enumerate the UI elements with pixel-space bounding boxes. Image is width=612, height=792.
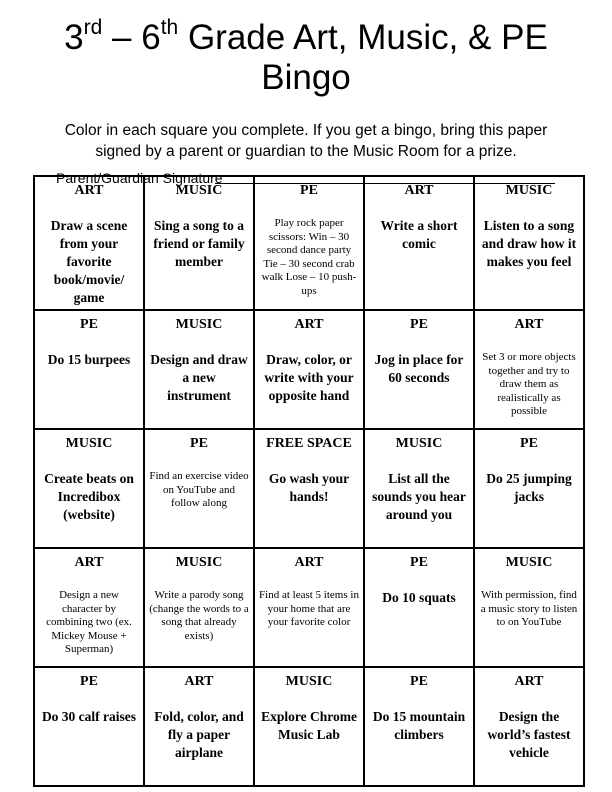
square-category: MUSIC <box>175 183 223 198</box>
title-sup: th <box>160 16 179 39</box>
bingo-square[interactable] <box>474 176 584 310</box>
square-task: Draw a scene from your favorite book/movie/ game <box>50 218 128 305</box>
title-text: – 6 <box>102 18 161 57</box>
square-task: List all the sounds you hear around you <box>372 471 466 522</box>
bingo-square[interactable] <box>364 429 474 548</box>
square-task: Design the world’s fastest vehicle <box>487 709 571 760</box>
square-task: Play rock paper scissors: Win – 30 second dance party Tie – 30 second crab walk Lose – 10 push-ups <box>261 217 357 297</box>
title-text: 3 <box>64 18 84 57</box>
square-task: Explore Chrome Music Lab <box>261 709 357 742</box>
square-category: PE <box>520 436 538 451</box>
square-category: ART <box>74 555 104 570</box>
square-category: ART <box>404 183 434 198</box>
square-category: PE <box>190 436 208 451</box>
square-task: Design a new character by combining two (ex. Mickey Mouse + Superman) <box>46 589 132 655</box>
square-category: ART <box>74 183 104 198</box>
square-category: PE <box>410 674 428 689</box>
bingo-square[interactable] <box>254 548 364 667</box>
bingo-square[interactable] <box>144 548 254 667</box>
square-task: Go wash your hands! <box>268 471 350 504</box>
bingo-square[interactable] <box>144 667 254 786</box>
bingo-row <box>34 667 584 786</box>
bingo-square[interactable] <box>364 667 474 786</box>
square-category: PE <box>410 317 428 332</box>
square-category: ART <box>514 674 544 689</box>
square-task: Write a short comic <box>380 218 458 251</box>
square-category: PE <box>80 317 98 332</box>
square-task: Do 10 squats <box>382 590 456 605</box>
square-category: MUSIC <box>175 555 223 570</box>
square-task: Create beats on Incredibox (website) <box>44 471 134 522</box>
square-category: PE <box>300 183 318 198</box>
square-task: With permission, find a music story to listen to on YouTube <box>480 589 578 628</box>
bingo-square[interactable] <box>364 310 474 429</box>
square-category: FREE SPACE <box>266 436 352 451</box>
square-category: MUSIC <box>175 317 223 332</box>
bingo-square[interactable] <box>34 429 144 548</box>
square-task: Find at least 5 items in your home that are your favorite color <box>259 589 359 628</box>
bingo-row <box>34 310 584 429</box>
square-task: Design and draw a new instrument <box>150 352 248 403</box>
square-task: Do 30 calf raises <box>41 709 137 724</box>
bingo-square[interactable] <box>34 667 144 786</box>
square-task: Write a parody song (change the words to a song that already exists) <box>149 589 249 642</box>
square-category: ART <box>294 555 324 570</box>
bingo-square[interactable] <box>474 429 584 548</box>
square-category: ART <box>514 317 544 332</box>
bingo-square[interactable] <box>364 176 474 310</box>
square-task: Draw, color, or write with your opposite hand <box>264 352 354 403</box>
bingo-square[interactable] <box>254 176 364 310</box>
square-task: Sing a song to a friend or family member <box>153 218 245 269</box>
title-line2: Bingo <box>261 58 351 97</box>
bingo-square[interactable] <box>474 548 584 667</box>
square-task: Do 15 mountain climbers <box>372 709 466 742</box>
square-task: Jog in place for 60 seconds <box>374 352 464 385</box>
bingo-row <box>34 429 584 548</box>
bingo-square[interactable] <box>254 310 364 429</box>
square-task: Listen to a song and draw how it makes you feel <box>481 218 577 269</box>
square-task: Do 15 burpees <box>47 352 131 367</box>
instructions: Color in each square you complete. If you get a bingo, bring this paper signed by a parent or guardian to the Music Room for a prize. <box>64 122 548 160</box>
square-category: PE <box>80 674 98 689</box>
bingo-square[interactable] <box>254 667 364 786</box>
bingo-square[interactable] <box>34 548 144 667</box>
square-category: ART <box>294 317 324 332</box>
page-title <box>0 18 612 98</box>
square-task: Do 25 jumping jacks <box>486 471 572 504</box>
bingo-square[interactable] <box>364 548 474 667</box>
square-category: MUSIC <box>505 183 553 198</box>
bingo-square[interactable] <box>474 310 584 429</box>
bingo-square[interactable] <box>144 429 254 548</box>
bingo-square[interactable] <box>34 176 144 310</box>
square-task: Fold, color, and fly a paper airplane <box>154 709 244 760</box>
bingo-row <box>34 176 584 310</box>
square-category: MUSIC <box>505 555 553 570</box>
square-task: Set 3 or more objects together and try to draw them as realistically as possible <box>482 351 576 417</box>
square-category: PE <box>410 555 428 570</box>
bingo-square[interactable] <box>474 667 584 786</box>
title-text: Grade Art, Music, & PE <box>178 18 548 57</box>
bingo-square[interactable] <box>34 310 144 429</box>
bingo-grid <box>33 175 585 787</box>
bingo-square[interactable] <box>254 429 364 548</box>
square-category: MUSIC <box>395 436 443 451</box>
bingo-row <box>34 548 584 667</box>
title-sup: rd <box>83 16 103 39</box>
square-category: MUSIC <box>285 674 333 689</box>
bingo-square[interactable] <box>144 176 254 310</box>
bingo-square[interactable] <box>144 310 254 429</box>
square-task: Find an exercise video on YouTube and follow along <box>149 470 249 509</box>
square-category: ART <box>184 674 214 689</box>
signature-label: Parent/Guardian Signature <box>56 170 223 186</box>
square-category: MUSIC <box>65 436 113 451</box>
